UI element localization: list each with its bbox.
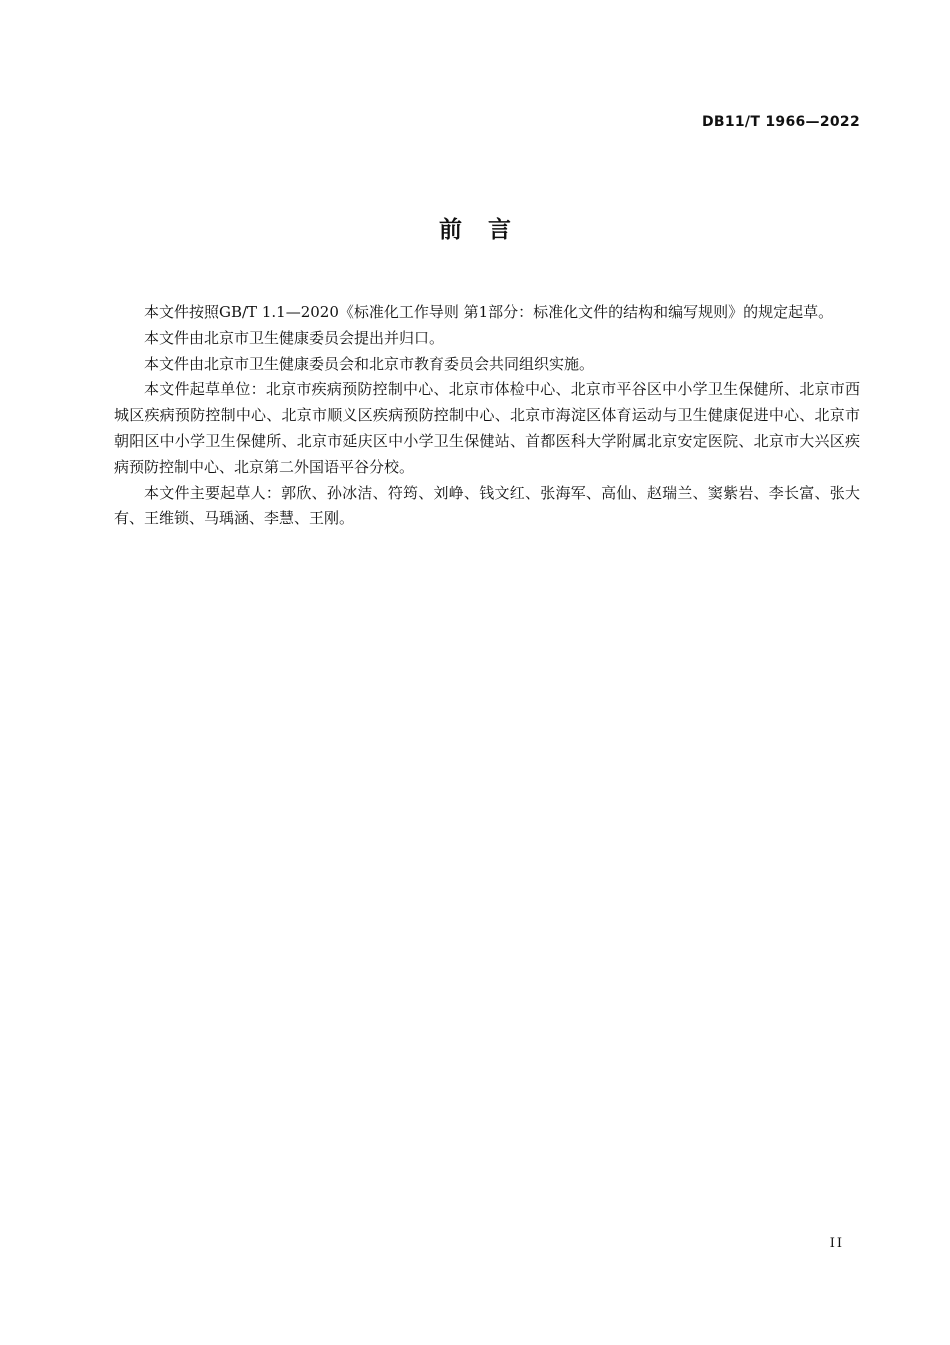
paragraph-drafting-units: 本文件起草单位：北京市疾病预防控制中心、北京市体检中心、北京市平谷区中小学卫生保健所、北京市西城区疾病预防控制中心、北京市顺义区疾病预防控制中心、北京市海淀区体育运动与卫生健康促进中心、北京市朝阳区中小学卫生保健所、北京市延庆区中小学卫生保健站、首都医科大学附属北京安定医院、北京市大兴区疾病预防控制中心、北京第二外国语平谷分校。 xyxy=(114,380,860,476)
foreword-body xyxy=(114,300,860,532)
document-code: DB11/T 1966—2022 xyxy=(701,114,860,130)
page-number: II xyxy=(829,1236,844,1251)
page-title-second-char: 言 xyxy=(488,217,511,243)
paragraph-main-drafters: 本文件主要起草人：郭欣、孙冰洁、符筠、刘峥、钱文红、张海军、高仙、赵瑞兰、窦紫岩、李长富、张大有、王维锁、马瑀涵、李慧、王刚。 xyxy=(114,483,860,528)
page-title-first-char: 前 xyxy=(439,217,462,243)
paragraph-implementation: 本文件由北京市卫生健康委员会和北京市教育委员会共同组织实施。 xyxy=(144,354,595,373)
paragraph-drafting-rules: 本文件按照GB/T 1.1—2020《标准化工作导则 第1部分：标准化文件的结构和编写规则》的规定起草。 xyxy=(144,303,834,321)
paragraph-proposer: 本文件由北京市卫生健康委员会提出并归口。 xyxy=(144,328,445,347)
page-title xyxy=(0,212,950,248)
